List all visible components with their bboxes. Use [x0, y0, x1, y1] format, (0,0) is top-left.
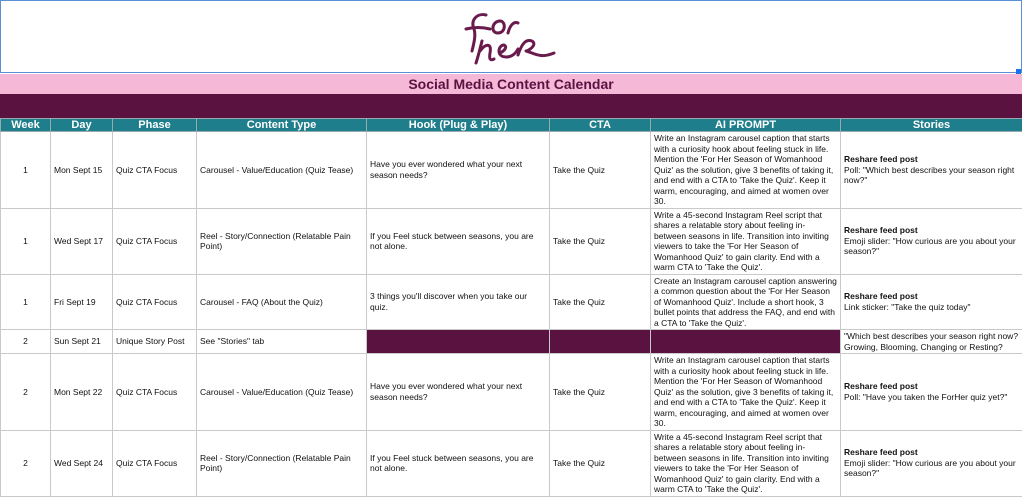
header-ai-prompt[interactable]: AI PROMPT: [651, 119, 841, 132]
cell-week[interactable]: 2: [1, 430, 51, 496]
cell-ai-prompt[interactable]: Write an Instagram carousel caption that starts with a curiosity hook about feeling stuck in life. Mention the 'For Her Season of Womanhood Quiz' as the solution, give 3 benefits of taking it, and end with a CTA to 'Take the Quiz'. Keep it warm, encouraging, and aimed at women over 30.: [651, 132, 841, 209]
table-row: [1, 274, 1022, 330]
header-hook[interactable]: Hook (Plug & Play): [367, 119, 550, 132]
cell-day[interactable]: Fri Sept 19: [51, 274, 113, 330]
cell-week[interactable]: 1: [1, 274, 51, 330]
cell-cta[interactable]: Take the Quiz: [550, 354, 651, 431]
cell-phase[interactable]: Unique Story Post: [113, 330, 197, 354]
page-title: Social Media Content Calendar: [0, 74, 1022, 94]
stories-title: Reshare feed post: [844, 225, 1019, 236]
cell-stories[interactable]: [841, 330, 1022, 354]
cell-stories[interactable]: [841, 274, 1022, 330]
stories-title: Reshare feed post: [844, 291, 1019, 302]
cell-hook[interactable]: Have you ever wondered what your next season needs?: [367, 354, 550, 431]
cell-stories[interactable]: [841, 208, 1022, 274]
stories-title: Reshare feed post: [844, 154, 1019, 165]
cell-hook-empty[interactable]: [367, 330, 550, 354]
cell-ai-prompt[interactable]: Write a 45-second Instagram Reel script that shares a relatable story about feeling in-between seasons in life. Transition into inviting viewers to take the 'For Her Season of Womanhood Quiz' to gain clarity. End with a warm CTA to 'Take the Quiz'.: [651, 208, 841, 274]
cell-cta[interactable]: Take the Quiz: [550, 430, 651, 496]
logo-banner: [0, 0, 1022, 73]
header-row: [1, 119, 1022, 132]
cell-cta[interactable]: Take the Quiz: [550, 132, 651, 209]
header-content-type[interactable]: Content Type: [197, 119, 367, 132]
cell-cta[interactable]: Take the Quiz: [550, 208, 651, 274]
cell-stories[interactable]: [841, 430, 1022, 496]
cell-cta[interactable]: Take the Quiz: [550, 274, 651, 330]
cell-content-type[interactable]: Reel - Story/Connection (Relatable Pain Point): [197, 208, 367, 274]
stories-title: Reshare feed post: [844, 447, 1019, 458]
header-day[interactable]: Day: [51, 119, 113, 132]
cell-content-type[interactable]: Carousel - FAQ (About the Quiz): [197, 274, 367, 330]
cell-ai-prompt[interactable]: Create an Instagram carousel caption answering a common question about the 'For Her Season of Womanhood Quiz'. Include a short hook, 3 bullet points that address the FAQ, and end with a CTA to 'Take the Quiz'.: [651, 274, 841, 330]
cell-hook[interactable]: 3 things you'll discover when you take our quiz.: [367, 274, 550, 330]
cell-hook[interactable]: Have you ever wondered what your next season needs?: [367, 132, 550, 209]
cell-stories[interactable]: [841, 354, 1022, 431]
stories-title: Reshare feed post: [844, 381, 1019, 392]
cell-week[interactable]: 1: [1, 132, 51, 209]
cell-hook[interactable]: If you Feel stuck between seasons, you are not alone.: [367, 208, 550, 274]
cell-day[interactable]: Sun Sept 21: [51, 330, 113, 354]
stories-text: "Which best describes your season right now? Growing, Blooming, Changing or Resting?: [844, 331, 1019, 352]
table-row: [1, 132, 1022, 209]
for-her-logo: [456, 7, 566, 67]
header-stories[interactable]: Stories: [841, 119, 1022, 132]
cell-ai-prompt-empty[interactable]: [651, 330, 841, 354]
header-cta[interactable]: CTA: [550, 119, 651, 132]
stories-text: Link sticker: "Take the quiz today": [844, 302, 1019, 313]
cell-phase[interactable]: Quiz CTA Focus: [113, 208, 197, 274]
cell-day[interactable]: Wed Sept 24: [51, 430, 113, 496]
cell-content-type[interactable]: Carousel - Value/Education (Quiz Tease): [197, 132, 367, 209]
cell-cta-empty[interactable]: [550, 330, 651, 354]
cell-phase[interactable]: Quiz CTA Focus: [113, 274, 197, 330]
cell-ai-prompt[interactable]: Write a 45-second Instagram Reel script that shares a relatable story about feeling in-between seasons in life. Transition into inviting viewers to take the 'For Her Season of Womanhood Quiz' to gain clarity. End with a warm CTA to 'Take the Quiz'.: [651, 430, 841, 496]
table-row: [1, 354, 1022, 431]
table-row: [1, 330, 1022, 354]
cell-content-type[interactable]: Carousel - Value/Education (Quiz Tease): [197, 354, 367, 431]
cell-ai-prompt[interactable]: Write an Instagram carousel caption that starts with a curiosity hook about feeling stuck in life. Mention the 'For Her Season of Womanhood Quiz' as the solution, give 3 benefits of taking it, and end with a CTA to 'Take the Quiz'. Keep it warm, encouraging, and aimed at women over 30.: [651, 354, 841, 431]
cell-day[interactable]: Mon Sept 22: [51, 354, 113, 431]
stories-text: Poll: "Have you taken the ForHer quiz yet?": [844, 392, 1019, 403]
cell-week[interactable]: 2: [1, 354, 51, 431]
header-band: [0, 94, 1022, 118]
cell-content-type[interactable]: Reel - Story/Connection (Relatable Pain Point): [197, 430, 367, 496]
table-row: [1, 208, 1022, 274]
cell-content-type[interactable]: See "Stories" tab: [197, 330, 367, 354]
content-calendar-table: [0, 118, 1022, 497]
header-phase[interactable]: Phase: [113, 119, 197, 132]
cell-day[interactable]: Mon Sept 15: [51, 132, 113, 209]
stories-text: Emoji slider: "How curious are you about your season?": [844, 236, 1019, 257]
table-row: [1, 430, 1022, 496]
cell-week[interactable]: 1: [1, 208, 51, 274]
header-week[interactable]: Week: [1, 119, 51, 132]
cell-week[interactable]: 2: [1, 330, 51, 354]
cell-phase[interactable]: Quiz CTA Focus: [113, 430, 197, 496]
stories-text: Poll: "Which best describes your season right now?": [844, 165, 1019, 186]
cell-stories[interactable]: [841, 132, 1022, 209]
stories-text: Emoji slider: "How curious are you about your season?": [844, 458, 1019, 479]
cell-day[interactable]: Wed Sept 17: [51, 208, 113, 274]
cell-phase[interactable]: Quiz CTA Focus: [113, 132, 197, 209]
cell-hook[interactable]: If you Feel stuck between seasons, you are not alone.: [367, 430, 550, 496]
cell-phase[interactable]: Quiz CTA Focus: [113, 354, 197, 431]
